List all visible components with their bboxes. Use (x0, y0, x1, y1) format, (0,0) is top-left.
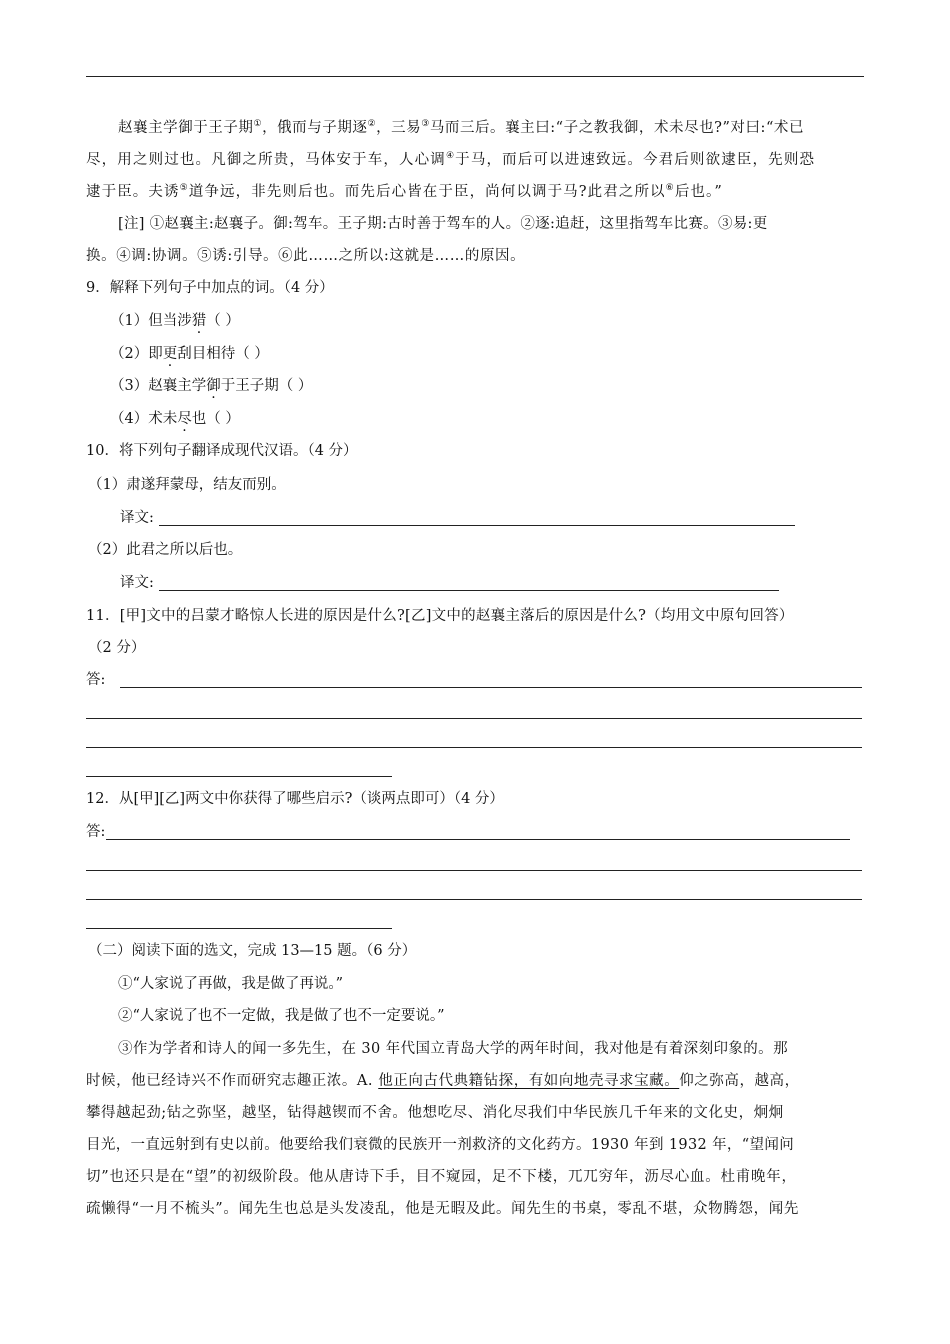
section-2-paragraph-line-5: 切”也还只是在“望”的初级阶段。他从唐诗下手，目不窥园，足不下楼，兀兀穷年，沥尽心血。杜甫晚年， (86, 1169, 797, 1185)
passage-b-line-2: 尽，用之则过也。凡御之所贵，马体安于车，人心调④于马，而后可以进速致远。今君后则欲逮臣，先则恐 (86, 151, 816, 168)
question-9-item-1: （1）但当涉猎（ ） (110, 313, 240, 329)
question-12-answer-label: 答: (86, 824, 106, 840)
section-2-paragraph-line-3: 攀得越起劲;钻之弥坚，越坚，钻得越锲而不舍。他想吃尽、消化尽我们中华民族几千年来的文化史，炯炯 (86, 1105, 784, 1121)
question-10-sentence-2: （2）此君之所以后也。 (88, 542, 243, 558)
question-11-answer-line-2[interactable] (86, 718, 862, 719)
passage-b-line-1: 赵襄主学御于王子期①，俄而与子期逐②，三易③马而三后。襄主曰:“子之教我御，术未尽也?”对曰:“术已 (118, 119, 805, 136)
question-10-translation-2: 译文: (120, 572, 779, 594)
annotation-line-2: 换。④调:协调。⑤诱:引导。⑥此……之所以:这就是……的原因。 (86, 248, 526, 264)
question-11-answer-label: 答: (86, 672, 106, 688)
section-2-paragraph-line-2: 时候，他已经诗兴不作而研究志趣正浓。A. 他正向古代典籍钻探，有如向地壳寻求宝藏。仰之弥高，越高， (86, 1073, 800, 1089)
header-rule (86, 76, 864, 77)
section-2-title: （二）阅读下面的选文，完成 13—15 题。（6 分） (88, 943, 417, 959)
translation-1-answer-line[interactable] (159, 509, 795, 526)
section-2-paragraph-line-1: ③作为学者和诗人的闻一多先生，在 30 年代国立青岛大学的两年时间，我对他是有着深刻印象的。那 (118, 1041, 788, 1057)
question-9-item-3: （3）赵襄主学御于王子期（ ） (110, 378, 313, 394)
passage-b-line-3: 逮于臣。夫诱⑤道争远，非先则后也。而先后心皆在于臣，尚何以调于马?此君之所以⑥后也。” (86, 183, 723, 200)
translation-2-answer-line[interactable] (159, 574, 779, 591)
question-11-points: （2 分） (88, 640, 146, 656)
underlined-sentence-a: 他正向古代典籍钻探，有如向地壳寻求宝藏。 (378, 1073, 680, 1089)
question-11-answer-line-4[interactable] (86, 776, 392, 777)
question-10-title: 10．将下列句子翻译成现代汉语。（4 分） (86, 443, 358, 459)
question-9-item-2: （2）即更刮目相待（ ） (110, 346, 269, 362)
section-2-quote-2: ②“人家说了也不一定做，我是做了也不一定要说。” (118, 1008, 445, 1024)
question-9-title: 9．解释下列句子中加点的词。（4 分） (86, 280, 334, 296)
question-11-answer-line-3[interactable] (86, 747, 862, 748)
question-12-title: 12．从[甲][乙]两文中你获得了哪些启示?（谈两点即可）（4 分） (86, 791, 504, 807)
question-11-answer-line-1[interactable] (120, 687, 862, 688)
question-10-translation-1: 译文: (120, 507, 795, 529)
section-2-paragraph-line-6: 疏懒得“一月不梳头”。闻先生也总是头发凌乱，他是无暇及此。闻先生的书桌，零乱不堪，众物腾怨，闻先 (86, 1201, 800, 1217)
section-2-paragraph-line-4: 目光，一直远射到有史以前。他要给我们衰微的民族开一剂救济的文化药方。1930 年到 1932 年，“望闻问 (86, 1137, 795, 1153)
question-12-answer-line-2[interactable] (86, 870, 862, 871)
question-9-item-4: （4）术未尽也（ ） (110, 411, 240, 427)
question-10-sentence-1: （1）肃遂拜蒙母，结友而别。 (88, 477, 286, 493)
annotation-line-1: [注] ①赵襄主:赵襄子。御:驾车。王子期:古时善于驾车的人。②逐:追赶，这里指驾车比赛。③易:更 (118, 216, 768, 232)
section-2-quote-1: ①“人家说了再做，我是做了再说。” (118, 976, 344, 992)
question-12-answer-line-1[interactable] (106, 839, 850, 840)
question-12-answer-line-3[interactable] (86, 899, 862, 900)
question-11-title: 11．[甲]文中的吕蒙才略惊人长进的原因是什么?[乙]文中的赵襄主落后的原因是什么?（均用文中原句回答） (86, 608, 794, 624)
question-12-answer-line-4[interactable] (86, 928, 392, 929)
